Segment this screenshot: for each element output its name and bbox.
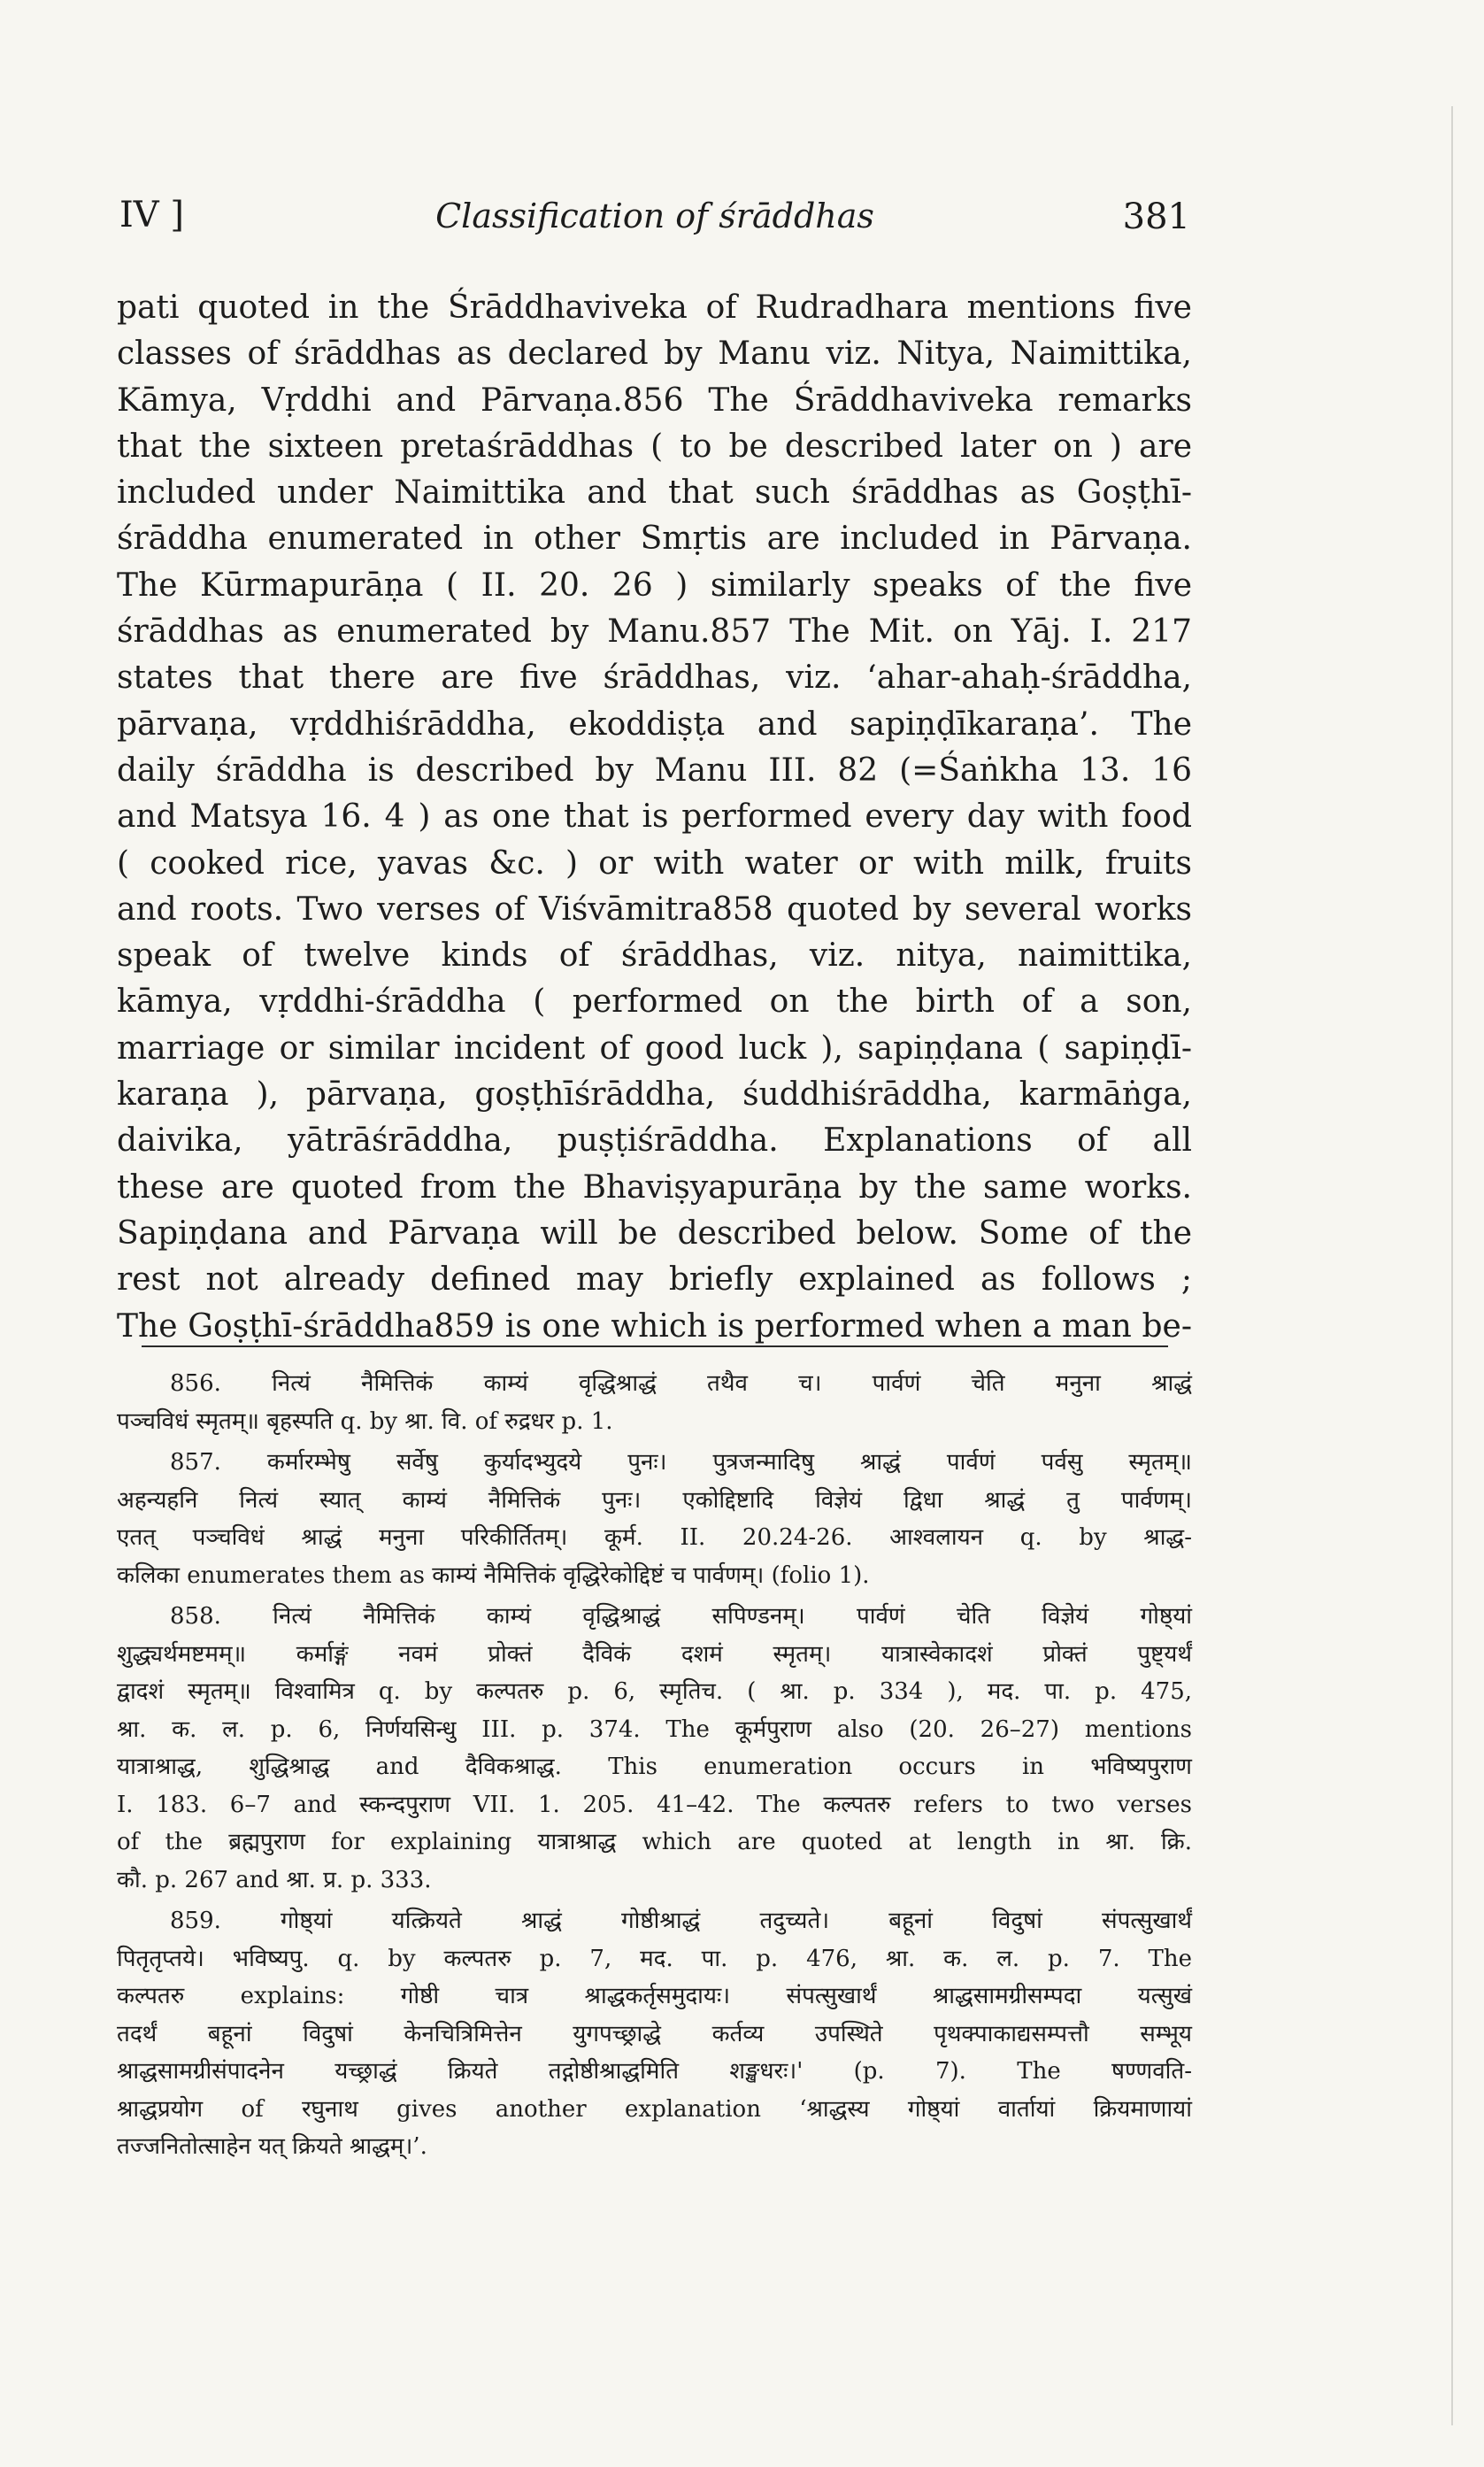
footnote-line: I. 183. 6–7 and स्कन्दपुराण VII. 1. 205. 41–42. The कल्पतरु refers to two verses	[117, 1791, 1192, 1818]
body-line: and Matsya 16. 4 ) as one that is performed every day with food	[117, 798, 1192, 836]
footnote-text: गोष्ठ्यां यत्क्रियते श्राद्धं गोष्ठीश्राद्धं तदुच्यते। बहूनां विदुषां संपत्सुखार्थं	[281, 1908, 1192, 1934]
footnote-line	[117, 1365, 1192, 1403]
body-line: and roots. Two verses of Viśvāmitra858 quoted by several works	[117, 890, 1192, 928]
footnote-line	[117, 1902, 1192, 1940]
footnote-line: कौ. p. 267 and श्रा. प्र. p. 333.	[117, 1866, 432, 1893]
body-line: Kāmya, Vṛddhi and Pārvaṇa.856 The Śrāddhaviveka remarks	[117, 382, 1192, 419]
footnote-line: एतत् पञ्चविधं श्राद्धं मनुना परिकीर्तितम्। कूर्म. II. 20.24-26. आश्वलायन q. by श्राद्ध-	[117, 1524, 1192, 1551]
body-line: The Goṣṭhī-śrāddha859 is one which is performed when a man be-	[117, 1307, 1192, 1345]
body-line: karaṇa ), pārvaṇa, goṣṭhīśrāddha, śuddhiśrāddha, karmāṅga,	[117, 1076, 1192, 1114]
footnote-line: शुद्ध्यर्थमष्टमम्॥ कर्माङ्गं नवमं प्रोक्तं दैविकं दशमं स्मृतम्। यात्रास्वेकादशं प्रोक्तं पुष्ट्यर्थं	[117, 1640, 1192, 1668]
footnote-line: of the ब्रह्मपुराण for explaining यात्राश्राद्ध which are quoted at length in श्रा. क्रि.	[117, 1829, 1192, 1855]
body-line: pārvaṇa, vṛddhiśrāddha, ekoddiṣṭa and sapiṇḍīkaraṇa’. The	[117, 705, 1192, 743]
body-line: included under Naimittika and that such śrāddhas as Goṣṭhī-	[117, 474, 1192, 512]
footnote-rule	[142, 1345, 1168, 1347]
footnote-text: नित्यं नैमित्तिकं काम्यं वृद्धिश्राद्धं तथैव च। पार्वणं चेति मनुना श्राद्धं	[272, 1370, 1192, 1397]
footnote-line: श्रा. क. ल. p. 6, निर्णयसिन्धु III. p. 374. The कूर्मपुराण also (20. 26–27) mentions	[117, 1715, 1192, 1743]
body-line: classes of śrāddhas as declared by Manu viz. Nitya, Naimittika,	[117, 335, 1192, 373]
footnote-number: 859.	[170, 1908, 281, 1934]
running-header	[119, 195, 1190, 248]
body-line: daily śrāddha is described by Manu III. 82 (=Śaṅkha 13. 16	[117, 752, 1192, 789]
footnotes	[117, 1365, 1192, 2170]
footnote-number: 856.	[170, 1370, 273, 1397]
footnote-line: श्राद्धसामग्रीसंपादनेन यच्छ्राद्धं क्रियते तद्गोष्ठीश्राद्धमिति शङ्खधरः।' (p. 7). The षण्णवति-	[117, 2058, 1192, 2085]
body-line: that the sixteen pretaśrāddhas ( to be described later on ) are	[117, 428, 1192, 465]
footnote	[117, 1598, 1192, 1899]
body-line: pati quoted in the Śrāddhaviveka of Rudradhara mentions five	[117, 289, 1192, 326]
body-line: rest not already defined may briefly explained as follows ;	[117, 1261, 1192, 1299]
footnote-number: 858.	[170, 1603, 273, 1630]
body-line: kāmya, vṛddhi-śrāddha ( performed on the birth of a son,	[117, 983, 1192, 1021]
footnote	[117, 1365, 1192, 1440]
body-line: Sapiṇḍana and Pārvaṇa will be described below. Some of the	[117, 1214, 1192, 1252]
body-line: The Kūrmapurāṇa ( II. 20. 26 ) similarly speaks of the five	[117, 567, 1192, 604]
footnote	[117, 1902, 1192, 2166]
footnote-line	[117, 1444, 1192, 1482]
body-line: daivika, yātrāśrāddha, puṣṭiśrāddha. Explanations of all	[117, 1122, 1192, 1160]
footnote-line: कलिका enumerates them as काम्यं नैमित्तिकं वृद्धिरेकोद्दिष्टं च पार्वणम्। (folio 1).	[117, 1561, 870, 1589]
footnote-line: कल्पतरु explains: गोष्ठी चात्र श्राद्धकर्तृसमुदायः। संपत्सुखार्थं श्राद्धसामग्रीसम्पदा यत्सुखं	[117, 1983, 1192, 2009]
body-line: these are quoted from the Bhaviṣyapurāṇa by the same works.	[117, 1168, 1192, 1206]
running-title: Classification of śrāddhas	[435, 197, 874, 235]
footnote-line: पितृतृप्तये। भविष्यपु. q. by कल्पतरु p. 7, मद. पा. p. 476, श्रा. क. ल. p. 7. The	[117, 1945, 1192, 1972]
footnote-number: 857.	[170, 1449, 267, 1476]
chapter-marker: IV ]	[119, 195, 185, 235]
body-line: states that there are five śrāddhas, viz. ‘ahar-ahaḥ-śrāddha,	[117, 659, 1192, 697]
footnote-line: तदर्थं बहूनां विदुषां केनचित्रिमित्तेन युगपच्छ्राद्धे कर्तव्य उपस्थिते पृथक्पाकाद्यसम्पत्तौ सम्भूय	[117, 2020, 1192, 2047]
body-line: śrāddhas as enumerated by Manu.857 The Mit. on Yāj. I. 217	[117, 613, 1192, 651]
page-edge-line	[1451, 106, 1453, 2425]
page-number: 381	[1122, 197, 1190, 237]
body-line: śrāddha enumerated in other Smṛtis are included in Pārvaṇa.	[117, 520, 1192, 558]
footnote-line: यात्राश्राद्ध, शुद्धिश्राद्ध and दैविकश्राद्ध. This enumeration occurs in भविष्यपुराण	[117, 1754, 1192, 1780]
body-line: speak of twelve kinds of śrāddhas, viz. nitya, naimittika,	[117, 937, 1192, 975]
footnote-line: पञ्चविधं स्मृतम्॥ बृहस्पति q. by श्रा. वि. of रुद्रधर p. 1.	[117, 1407, 613, 1435]
footnote-line: द्वादशं स्मृतम्॥ विश्वामित्र q. by कल्पतरु p. 6, स्मृतिच. ( श्रा. p. 334 ), मद. पा. p. 475,	[117, 1678, 1192, 1705]
body-line: ( cooked rice, yavas &c. ) or with water or with milk, fruits	[117, 844, 1192, 882]
footnote-line: श्राद्धप्रयोग of रघुनाथ gives another explanation ‘श्राद्धस्य गोष्ठ्यां वार्तायां क्रियमाणायां	[117, 2095, 1192, 2123]
footnote-text: नित्यं नैमित्तिकं काम्यं वृद्धिश्राद्धं सपिण्डनम्। पार्वणं चेति विज्ञेयं गोष्ठ्यां	[273, 1603, 1193, 1630]
footnote	[117, 1444, 1192, 1594]
body-line: marriage or similar incident of good luck ), sapiṇḍana ( sapiṇḍī-	[117, 1029, 1192, 1067]
footnote-text: कर्मारम्भेषु सर्वेषु कुर्यादभ्युदये पुनः। पुत्रजन्मादिषु श्राद्धं पार्वणं पर्वसु स्मृतम्॥	[266, 1449, 1193, 1476]
footnote-line: तज्जनितोत्साहेन यत् क्रियते श्राद्धम्।’.	[117, 2133, 427, 2160]
footnote-line	[117, 1598, 1192, 1636]
body-text	[117, 285, 1192, 1350]
footnote-line: अहन्यहनि नित्यं स्यात् काम्यं नैमित्तिकं पुनः। एकोद्दिष्टादि विज्ञेयं द्विधा श्राद्धं तु पार्वणम्।	[117, 1486, 1192, 1514]
